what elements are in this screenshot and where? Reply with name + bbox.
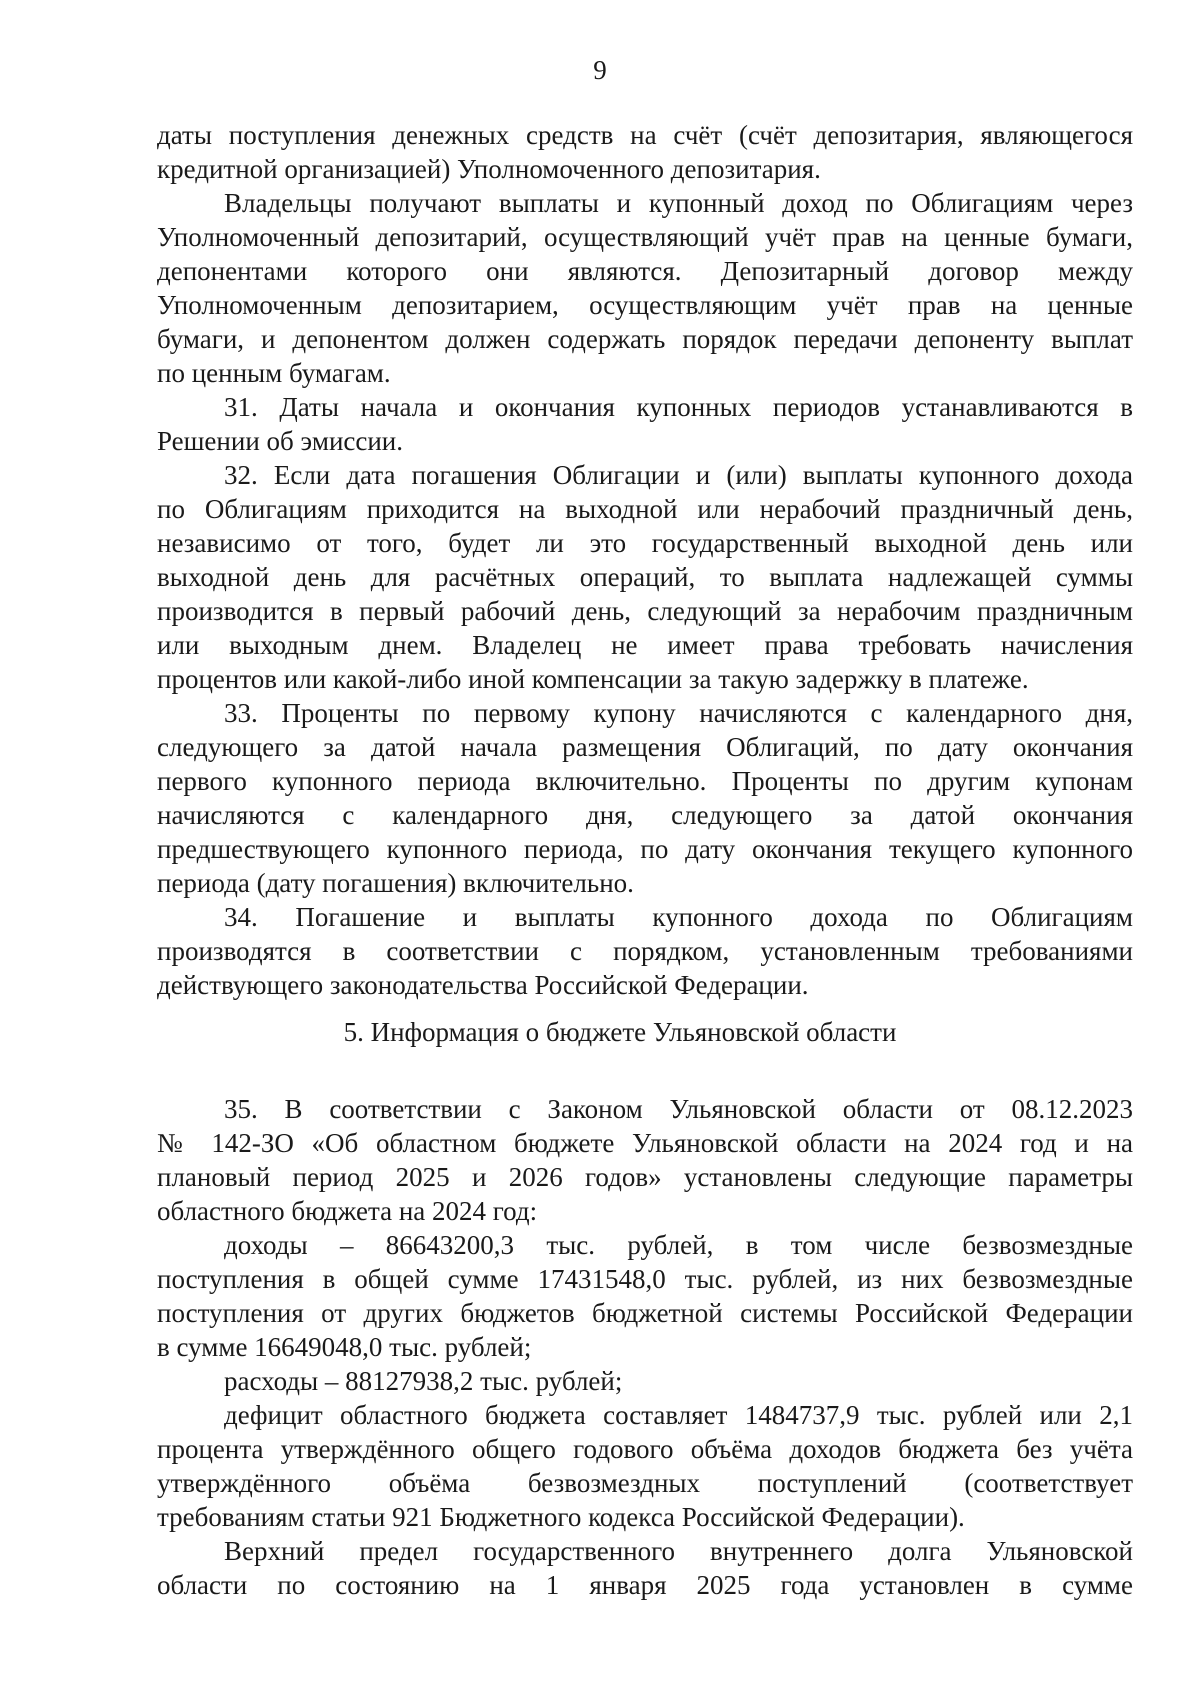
text-line: Решении об эмиссии. xyxy=(157,426,404,456)
text-line: утверждённого объёма безвозмездных поступлений (соответствует xyxy=(157,1468,1133,1498)
text-line: следующего за датой начала размещения Облигаций, по дату окончания xyxy=(157,732,1133,762)
text-line: или выходным днем. Владелец не имеет права требовать начисления xyxy=(157,630,1133,660)
text-line: Уполномоченный депозитарий, осуществляющий учёт прав на ценные бумаги, xyxy=(157,222,1133,252)
text-line: дефицит областного бюджета составляет 1484737,9 тыс. рублей или 2,1 xyxy=(224,1400,1133,1430)
text-line: начисляются с календарного дня, следующего за датой окончания xyxy=(157,800,1133,830)
text-line: областного бюджета на 2024 год: xyxy=(157,1196,538,1226)
text-line: депонентами которого они являются. Депозитарный договор между xyxy=(157,256,1133,286)
text-line: 35. В соответствии с Законом Ульяновской области от 08.12.2023 xyxy=(224,1094,1133,1124)
text-line: периода (дату погашения) включительно. xyxy=(157,868,634,898)
text-line: независимо от того, будет ли это государственный выходной день или xyxy=(157,528,1133,558)
text-line: Верхний предел государственного внутреннего долга Ульяновской xyxy=(224,1536,1133,1566)
text-line: Уполномоченным депозитарием, осуществляющим учёт прав на ценные xyxy=(157,290,1133,320)
text-line: требованиям статьи 921 Бюджетного кодекса Российской Федерации). xyxy=(157,1502,965,1532)
text-line: поступления в общей сумме 17431548,0 тыс. рублей, из них безвозмездные xyxy=(157,1264,1133,1294)
text-line: первого купонного периода включительно. Проценты по другим купонам xyxy=(157,766,1133,796)
text-line: 34. Погашение и выплаты купонного дохода по Облигациям xyxy=(224,902,1133,932)
text-line: области по состоянию на 1 января 2025 года установлен в сумме xyxy=(157,1570,1133,1600)
text-line: по Облигациям приходится на выходной или нерабочий праздничный день, xyxy=(157,494,1133,524)
text-line: 33. Проценты по первому купону начисляются с календарного дня, xyxy=(224,698,1133,728)
text-line: выходной день для расчётных операций, то выплата надлежащей суммы xyxy=(157,562,1133,592)
text-line: Владельцы получают выплаты и купонный доход по Облигациям через xyxy=(224,188,1133,218)
text-line: в сумме 16649048,0 тыс. рублей; xyxy=(157,1332,532,1362)
text-line: действующего законодательства Российской Федерации. xyxy=(157,970,809,1000)
text-line: поступления от других бюджетов бюджетной системы Российской Федерации xyxy=(157,1298,1133,1328)
page-number: 9 xyxy=(593,55,607,85)
text-line: плановый период 2025 и 2026 годов» установлены следующие параметры xyxy=(157,1162,1133,1192)
text-line: процентов или какой-либо иной компенсации за такую задержку в платеже. xyxy=(157,664,1029,694)
text-line: бумаги, и депонентом должен содержать порядок передачи депоненту выплат xyxy=(157,324,1133,354)
text-line: даты поступления денежных средств на счёт (счёт депозитария, являющегося xyxy=(157,120,1133,150)
text-line: производятся в соответствии с порядком, установленным требованиями xyxy=(157,936,1133,966)
text-line: расходы – 88127938,2 тыс. рублей; xyxy=(224,1366,623,1396)
text-line: № 142-ЗО «Об областном бюджете Ульяновской области на 2024 год и на xyxy=(157,1128,1133,1158)
text-line: доходы – 86643200,3 тыс. рублей, в том числе безвозмездные xyxy=(224,1230,1133,1260)
text-line: кредитной организацией) Уполномоченного депозитария. xyxy=(157,154,821,184)
text-line: процента утверждённого общего годового объёма доходов бюджета без учёта xyxy=(157,1434,1133,1464)
text-line: 31. Даты начала и окончания купонных периодов устанавливаются в xyxy=(224,392,1133,422)
section-heading: 5. Информация о бюджете Ульяновской области xyxy=(343,1017,897,1047)
text-line: предшествующего купонного периода, по дату окончания текущего купонного xyxy=(157,834,1133,864)
text-line: производится в первый рабочий день, следующий за нерабочим праздничным xyxy=(157,596,1133,626)
text-line: по ценным бумагам. xyxy=(157,358,391,388)
text-line: 32. Если дата погашения Облигации и (или) выплаты купонного дохода xyxy=(224,460,1133,490)
